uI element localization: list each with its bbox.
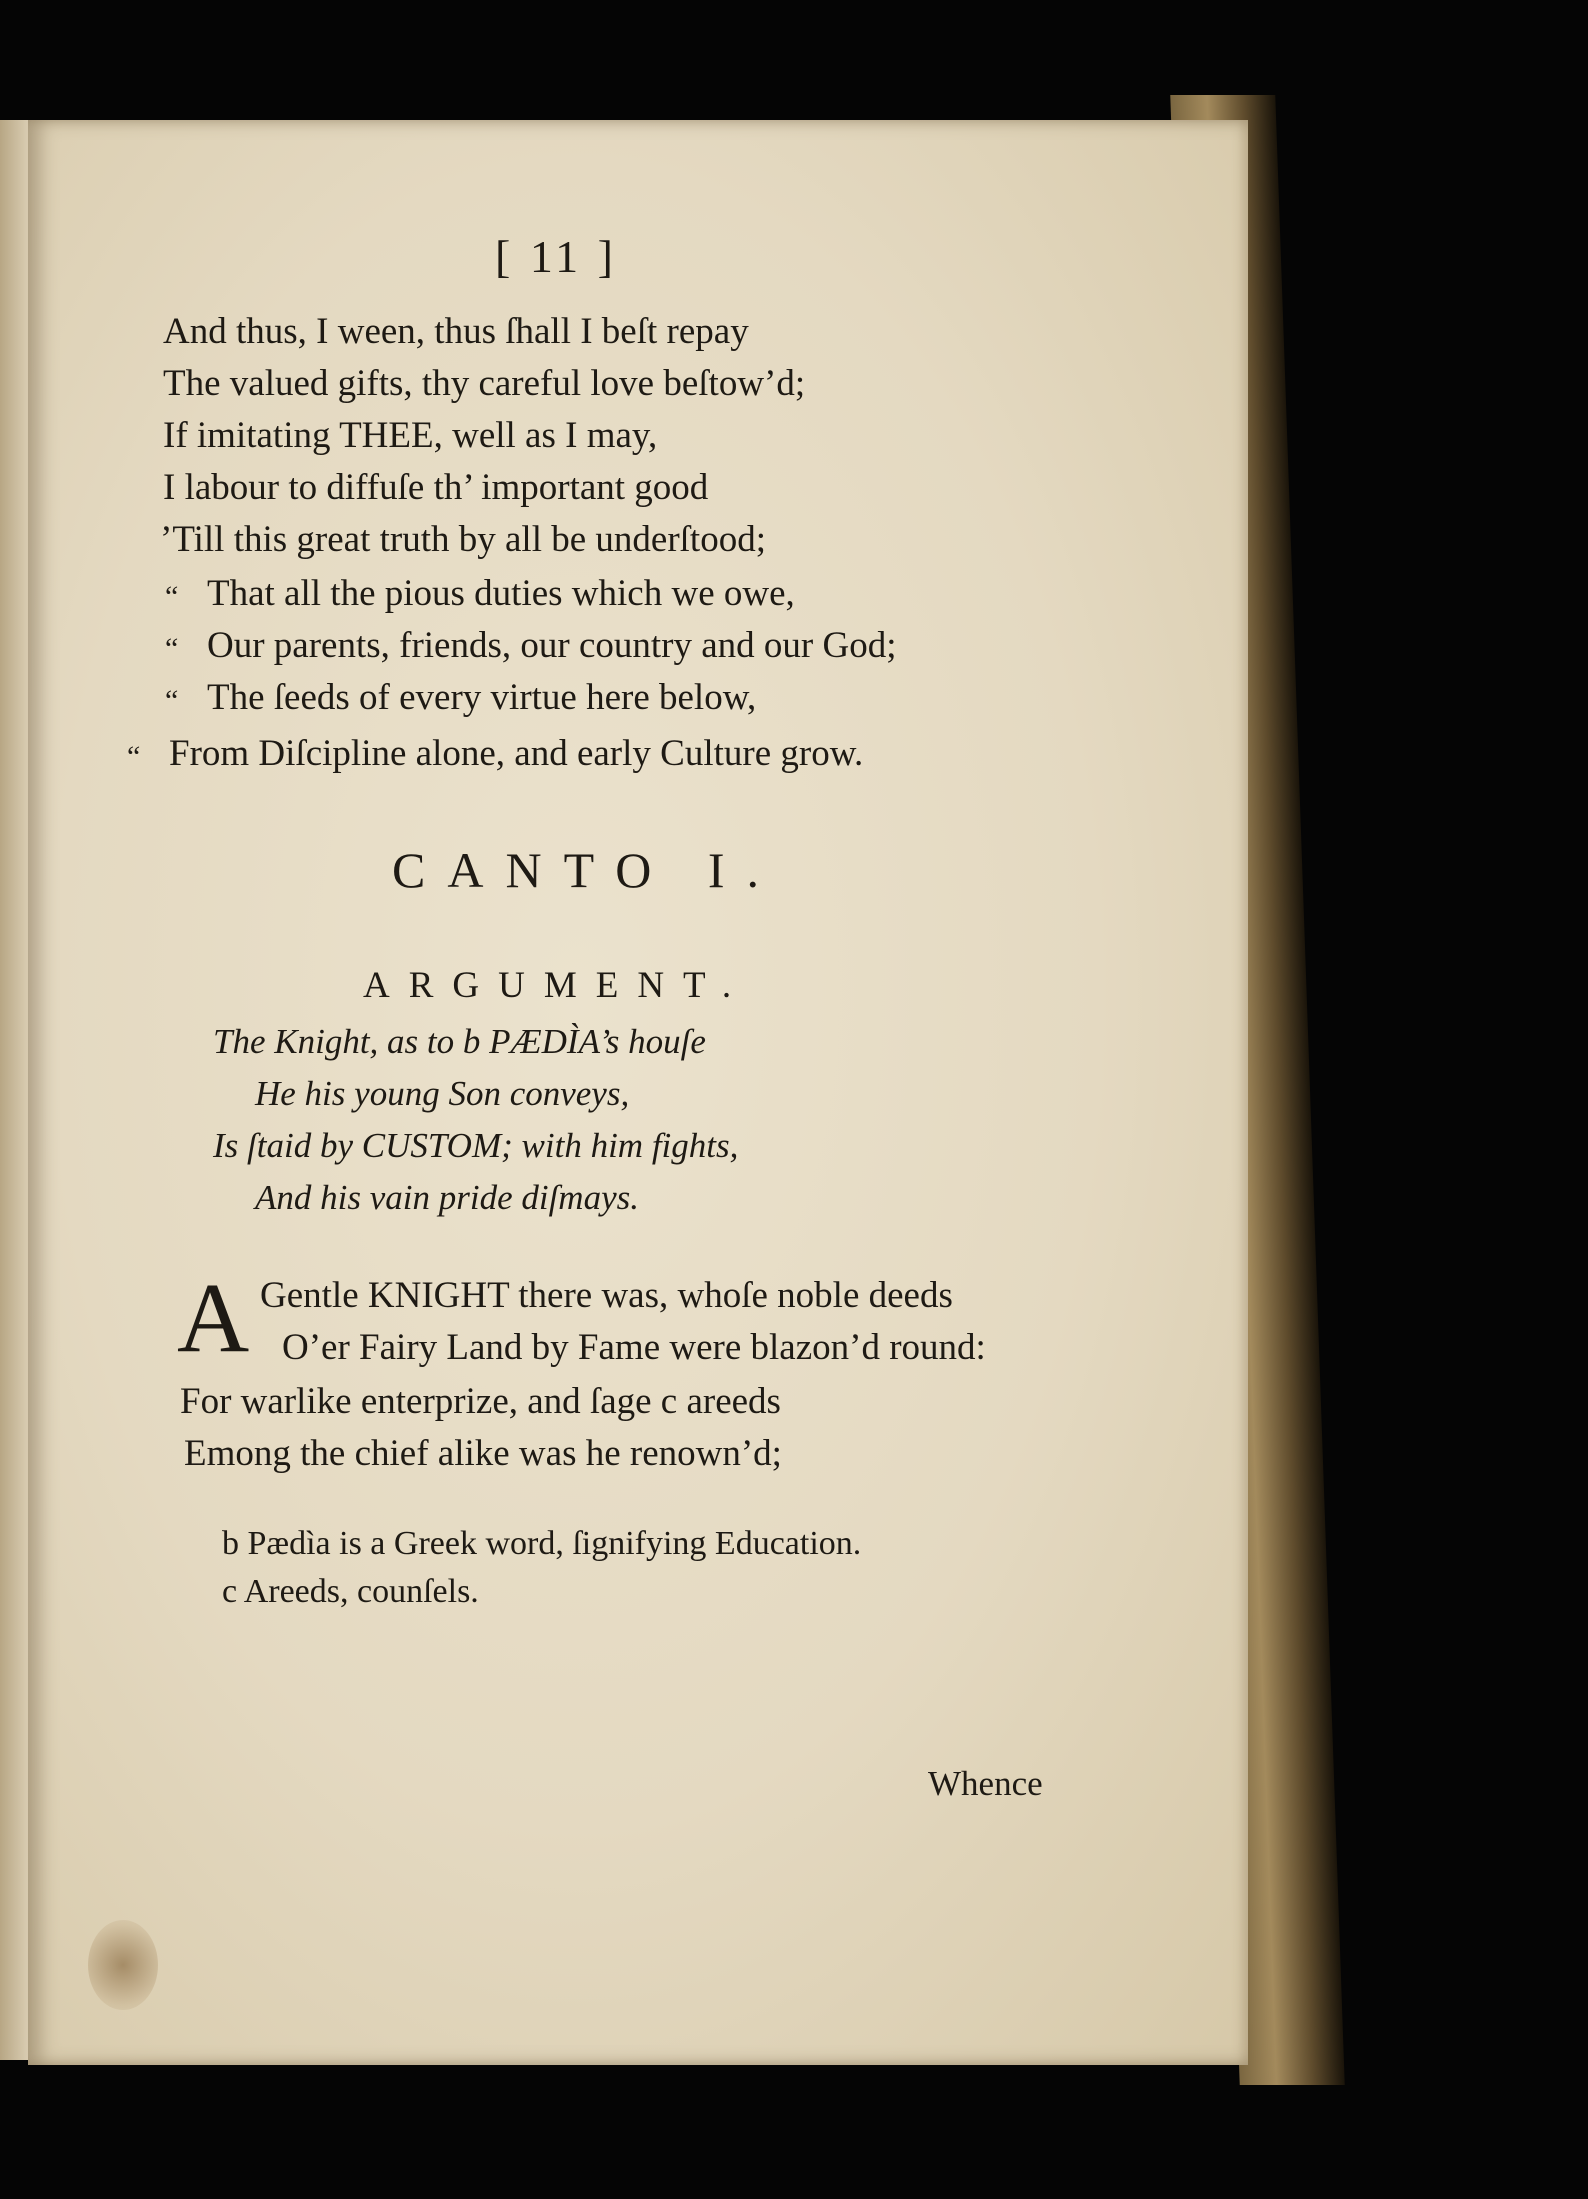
drop-cap: A — [177, 1262, 250, 1373]
quote-mark-2: “ — [165, 632, 179, 665]
argument-line-4: And his vain pride diſmays. — [255, 1178, 639, 1217]
stanza-line-1: Gentle KNIGHT there was, whoſe noble deeds — [260, 1275, 953, 1316]
quote-mark-3: “ — [165, 684, 179, 717]
argument-line-2: He his young Son conveys, — [255, 1074, 630, 1113]
canto-heading: CANTO I. — [392, 842, 781, 898]
verse-line-6: That all the pious duties which we owe, — [207, 573, 795, 614]
argument-heading: ARGUMENT. — [363, 965, 751, 1006]
stanza-line-2: O’er Fairy Land by Fame were blazon’d round: — [282, 1327, 986, 1368]
stanza-line-3: For warlike enterprize, and ſage c areeds — [180, 1381, 781, 1422]
book-page — [28, 120, 1248, 2065]
verse-line-7: Our parents, friends, our country and our God; — [207, 625, 897, 666]
verse-line-5: ’Till this great truth by all be underſtood; — [160, 519, 766, 560]
argument-line-3: Is ſtaid by CUSTOM; with him fights, — [213, 1126, 739, 1165]
verse-line-2: The valued gifts, thy careful love beſtow’d; — [163, 363, 806, 404]
verse-line-3: If imitating THEE, well as I may, — [163, 415, 658, 456]
footnote-c: c Areeds, counſels. — [222, 1573, 479, 1610]
catchword: Whence — [928, 1764, 1043, 1803]
argument-line-1: The Knight, as to b PÆDÌA’s houſe — [213, 1022, 706, 1061]
verse-line-1: And thus, I ween, thus ſhall I beſt repay — [163, 311, 749, 352]
verse-line-4: I labour to diffuſe th’ important good — [163, 467, 709, 508]
stanza-line-4: Emong the chief alike was he renown’d; — [184, 1433, 782, 1474]
quote-mark-1: “ — [165, 580, 179, 613]
quote-mark-4: “ — [127, 740, 141, 773]
foxing-stain — [88, 1920, 158, 2010]
verse-line-9: From Diſcipline alone, and early Culture grow. — [169, 733, 864, 774]
verse-line-8: The ſeeds of every virtue here below, — [207, 677, 757, 718]
page-number: [ 11 ] — [495, 231, 617, 282]
footnote-b: b Pædìa is a Greek word, ſignifying Education. — [222, 1525, 862, 1562]
